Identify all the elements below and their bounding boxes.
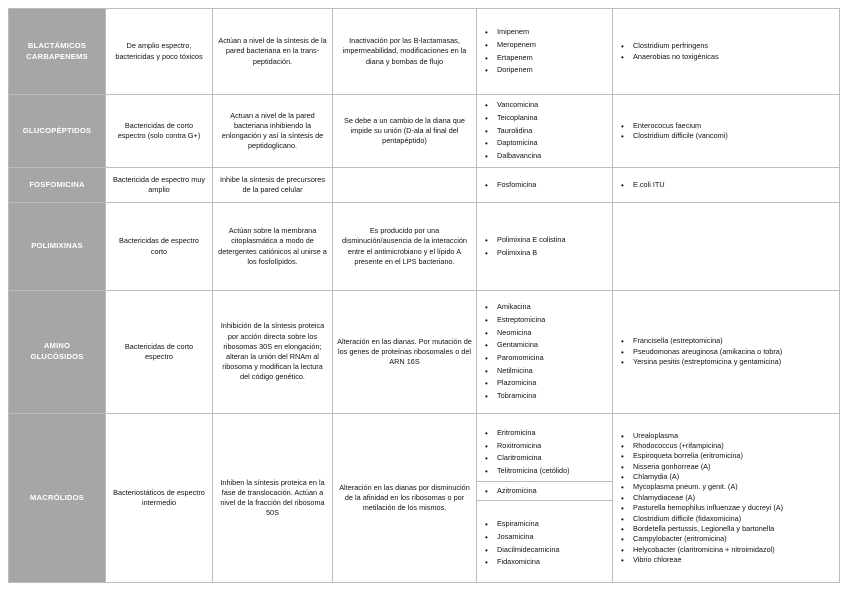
drugs-cell bbox=[477, 291, 613, 414]
resistance-cell: Se debe a un cambio de la diana que impide su unión (D-ala al final del pentapéptido) bbox=[333, 95, 477, 168]
list-item: • Polimixina E colistina bbox=[481, 234, 608, 247]
species-cell bbox=[613, 414, 840, 583]
family-name: AMINO bbox=[43, 341, 71, 351]
list-item: • Espiramicina bbox=[481, 518, 608, 531]
list-item: • Mycoplasma pneum. y genit. (A) bbox=[617, 482, 835, 492]
resistance-cell: Es producido por una disminución/ausencia de la interacción entre el antimicrobiano y el lípido A presente en el LPS bacteriano. bbox=[333, 203, 477, 291]
resistance-cell bbox=[333, 168, 477, 203]
list-item: • Rhodococcus (+rifampicina) bbox=[617, 441, 835, 451]
drugs-cell bbox=[477, 9, 613, 95]
resistance-cell: Alteración en las dianas. Por mutación de los genes de proteínas ribosomales o del ARN 16S bbox=[333, 291, 477, 414]
list-item: • Vibrio chloreae bbox=[617, 555, 835, 565]
table-row bbox=[9, 95, 840, 168]
list-item: • Ertapenem bbox=[481, 52, 608, 65]
list-item: • Claritromicina bbox=[481, 452, 608, 465]
table-row bbox=[9, 168, 840, 203]
list-item: • Dalbavancina bbox=[481, 150, 608, 163]
family-name: BLACTÁMICOS bbox=[27, 40, 87, 50]
list-item: • Azitromicina bbox=[481, 485, 608, 498]
list-item: • Helycobacter (claritromicina + nitroimidazol) bbox=[617, 545, 835, 555]
list-item: • Taurolidina bbox=[481, 125, 608, 138]
species-cell bbox=[613, 291, 840, 414]
resistance-cell: Inactivación por las B-lactamasas, impermeabilidad, modificaciones en la diana y bombas de flujo bbox=[333, 9, 477, 95]
list-item: • Fidaxomicina bbox=[481, 556, 608, 569]
list-item: • Vancomicina bbox=[481, 99, 608, 112]
list-item: • Diacilmidecamicina bbox=[481, 544, 608, 557]
table-row bbox=[9, 414, 840, 583]
divider bbox=[477, 500, 612, 501]
list-item: • Imipenem bbox=[481, 26, 608, 39]
list-item: • Neomicina bbox=[481, 327, 608, 340]
list-item: • Clostridium difficile (vancomi) bbox=[617, 131, 835, 141]
species-cell bbox=[613, 203, 840, 291]
family-cell bbox=[9, 291, 106, 414]
activity-cell: Bactericidas de espectro corto bbox=[106, 203, 213, 291]
list-item: • Josamicina bbox=[481, 531, 608, 544]
list-item: • Telitromicina (cetólido) bbox=[481, 465, 608, 478]
list-item: • Francisella (estreptomicina) bbox=[617, 336, 835, 346]
list-item: • Daptomicina bbox=[481, 137, 608, 150]
mechanism-cell: Inhibe la síntesis de precursores de la pared celular bbox=[213, 168, 333, 203]
mechanism-cell: Inhiben la síntesis proteica en la fase de translocación. Actúan a nivel de la fracción del ribosoma 50S bbox=[213, 414, 333, 583]
list-item: • Nisseria gonhorreae (A) bbox=[617, 462, 835, 472]
list-item: • Fosfomicina bbox=[481, 179, 608, 192]
activity-cell: Bactericidas de corto espectro (solo contra G+) bbox=[106, 95, 213, 168]
list-item: • Plazomicina bbox=[481, 377, 608, 390]
family-name: GLUCÓSIDOS bbox=[30, 352, 84, 361]
antibiotics-table bbox=[8, 8, 840, 583]
activity-cell: Bacteriostáticos de espectro intermedio bbox=[106, 414, 213, 583]
drug-group-15-atoms bbox=[481, 485, 608, 498]
list-item: • Clostridium perfringens bbox=[617, 41, 835, 51]
list-item: • Gentamicina bbox=[481, 339, 608, 352]
family-cell bbox=[9, 95, 106, 168]
list-item: • Estreptomicina bbox=[481, 314, 608, 327]
table-row bbox=[9, 291, 840, 414]
family-name: POLIMIXINAS bbox=[31, 241, 83, 251]
drugs-cell bbox=[477, 203, 613, 291]
species-cell bbox=[613, 9, 840, 95]
species-cell bbox=[613, 168, 840, 203]
activity-cell: Bactericida de espectro muy amplio bbox=[106, 168, 213, 203]
resistance-cell: Alteración en las dianas por disminución de la afinidad en los ribosomas o por metilación de los mismos. bbox=[333, 414, 477, 583]
list-item: • Teicoplanina bbox=[481, 112, 608, 125]
list-item: • Urealoplasma bbox=[617, 431, 835, 441]
drug-group-16-atoms bbox=[481, 518, 608, 569]
table-row bbox=[9, 9, 840, 95]
drugs-cell bbox=[477, 95, 613, 168]
list-item: • Clostridium difficile (fidaxomicina) bbox=[617, 514, 835, 524]
activity-cell: Bactericidas de corto espectro bbox=[106, 291, 213, 414]
list-item: • Espiroqueta borrelia (eritromicina) bbox=[617, 451, 835, 461]
divider bbox=[477, 481, 612, 482]
family-cell bbox=[9, 168, 106, 203]
list-item: • Doripenem bbox=[481, 64, 608, 77]
family-name: FOSFOMICINA bbox=[29, 179, 85, 189]
drug-group-14-atoms bbox=[481, 427, 608, 478]
list-item: • Pseudomonas areuginosa (amikacina o tobra) bbox=[617, 347, 835, 357]
list-item: • Campylobacter (eritromicina) bbox=[617, 534, 835, 544]
list-item: • Netilmicina bbox=[481, 365, 608, 378]
list-item: • Roxitromicina bbox=[481, 440, 608, 453]
list-item: • Bordetella pertussis, Legionella y bartonella bbox=[617, 524, 835, 534]
family-cell bbox=[9, 9, 106, 95]
mechanism-cell: Actúan sobre la membrana citoplasmática a modo de detergentes catiónicos al unirse a los fosfolípidos. bbox=[213, 203, 333, 291]
list-item: • Eritromicina bbox=[481, 427, 608, 440]
list-item: • Pasturella hemophilus influenzae y ducreyi (A) bbox=[617, 503, 835, 513]
list-item: • Meropenem bbox=[481, 39, 608, 52]
family-name: MACRÓLIDOS bbox=[30, 492, 84, 502]
list-item: • Chlamydiaceae (A) bbox=[617, 493, 835, 503]
table-row bbox=[9, 203, 840, 291]
mechanism-cell: Actúan a nivel de la síntesis de la pared bacteriana en la trans-peptidación. bbox=[213, 9, 333, 95]
list-item: • Enterococus faecium bbox=[617, 121, 835, 131]
mechanism-cell: Inhibición de la síntesis proteica por acción directa sobre los ribosomas 30S en elongación; alteran la unión del RNAm al ribosoma y modifican la lectura del código genético. bbox=[213, 291, 333, 414]
list-item: • Polimixina B bbox=[481, 247, 608, 260]
drugs-cell bbox=[477, 414, 613, 583]
family-cell bbox=[9, 203, 106, 291]
list-item: • E.coli ITU bbox=[617, 180, 835, 190]
list-item: • Tobramicina bbox=[481, 390, 608, 403]
list-item: • Chlamydia (A) bbox=[617, 472, 835, 482]
list-item: • Paromomicina bbox=[481, 352, 608, 365]
family-name: CARBAPENEMS bbox=[26, 51, 88, 61]
activity-cell: De amplio espectro, bactericidas y poco tóxicos bbox=[106, 9, 213, 95]
family-cell bbox=[9, 414, 106, 583]
species-cell bbox=[613, 95, 840, 168]
list-item: • Anaerobias no toxigénicas bbox=[617, 52, 835, 62]
list-item: • Amikacina bbox=[481, 301, 608, 314]
drugs-cell bbox=[477, 168, 613, 203]
list-item: • Yersina pesitis (estreptomicina y gentamicina) bbox=[617, 357, 835, 367]
mechanism-cell: Actuan a nivel de la pared bacteriana inhibiendo la enlongación y así la síntesis de peptidoglicano. bbox=[213, 95, 333, 168]
family-name: GLUCOPÉPTIDOS bbox=[22, 125, 92, 135]
